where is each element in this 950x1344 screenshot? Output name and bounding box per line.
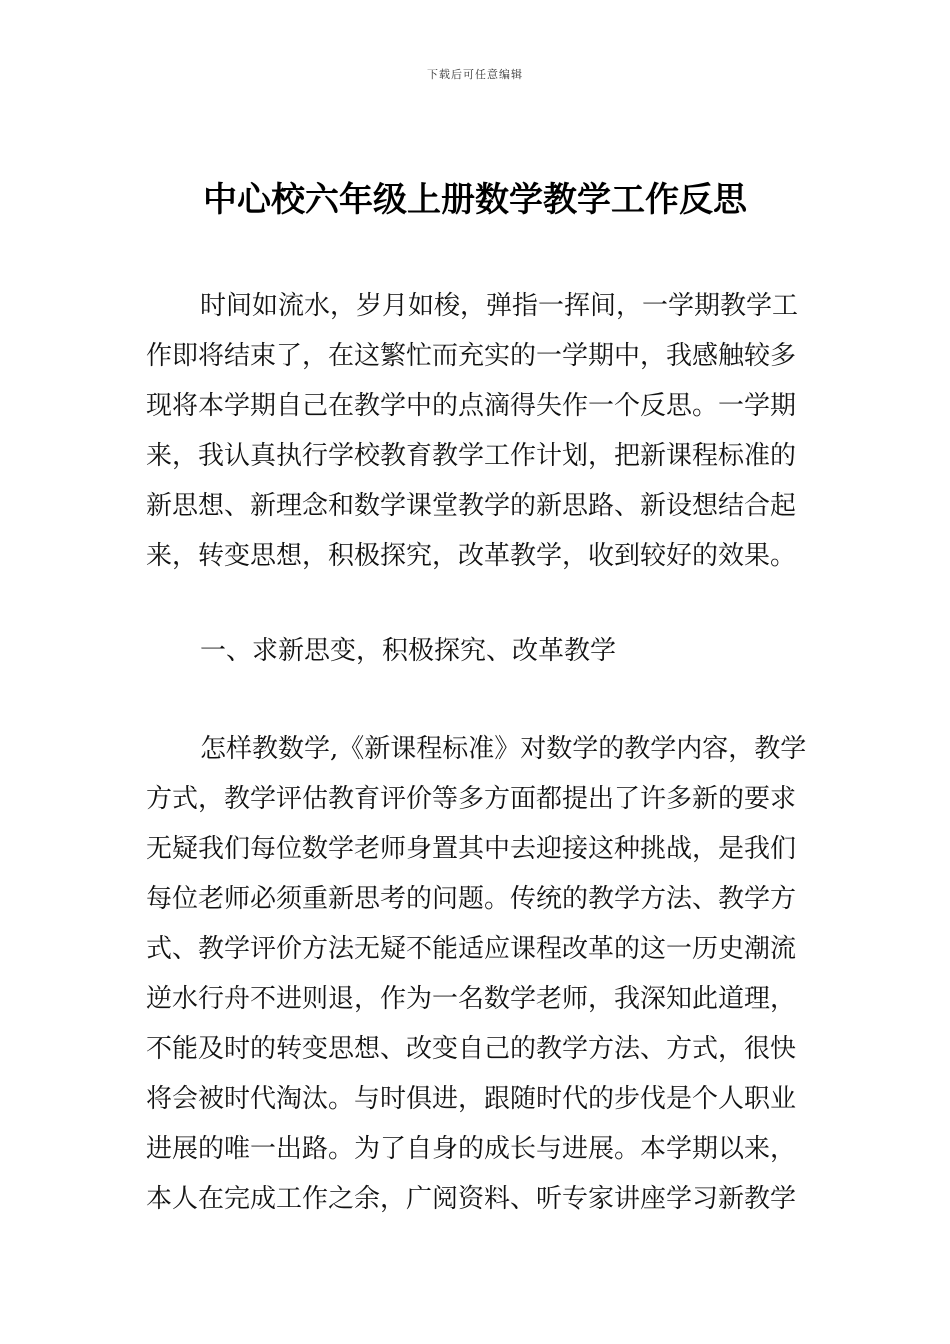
paragraph-line: 无疑我们每位数学老师身置其中去迎接这种挑战，是我们 (146, 834, 797, 864)
paragraph-1 (146, 281, 808, 581)
paragraph-line: 本人在完成工作之余，广阅资料、听专家讲座学习新教学 (146, 1184, 797, 1214)
paragraph-line: 作即将结束了，在这繁忙而充实的一学期中，我感触较多 (146, 341, 797, 371)
section-heading (146, 626, 808, 676)
paragraph-line: 怎样教数学,《新课程标准》对数学的教学内容，教学 (200, 734, 807, 764)
paragraph-line: 每位老师必须重新思考的问题。传统的教学方法、教学方 (146, 884, 797, 914)
paragraph-line: 方式，教学评估教育评价等多方面都提出了许多新的要求 (146, 784, 797, 814)
header-note: 下载后可任意编辑 (427, 68, 523, 81)
paragraph-line: 进展的唯一出路。为了自身的成长与进展。本学期以来， (146, 1134, 797, 1164)
paragraph-line: 不能及时的转变思想、改变自己的教学方法、方式，很快 (146, 1034, 797, 1064)
paragraph-line: 将会被时代淘汰。与时俱进，跟随时代的步伐是个人职业 (146, 1084, 797, 1114)
paragraph-2 (146, 724, 808, 1224)
paragraph-line: 新思想、新理念和数学课堂教学的新思路、新设想结合起 (146, 491, 797, 521)
paragraph-line: 时间如流水，岁月如梭，弹指一挥间，一学期教学工 (200, 291, 799, 321)
paragraph-line: 式、教学评价方法无疑不能适应课程改革的这一历史潮流 (146, 934, 797, 964)
page-title: 中心校六年级上册数学教学工作反思 (203, 180, 747, 220)
paragraph-line: 来，转变思想，积极探究，改革教学，收到较好的效果。 (146, 541, 797, 571)
paragraph-line: 现将本学期自己在教学中的点滴得失作一个反思。一学期 (146, 391, 797, 421)
paragraph-line: 来，我认真执行学校教育教学工作计划，把新课程标准的 (146, 441, 797, 471)
section-heading-text: 一、求新思变，积极探究、改革教学 (200, 636, 617, 666)
paragraph-line: 逆水行舟不进则退，作为一名数学老师，我深知此道理， (146, 984, 797, 1014)
